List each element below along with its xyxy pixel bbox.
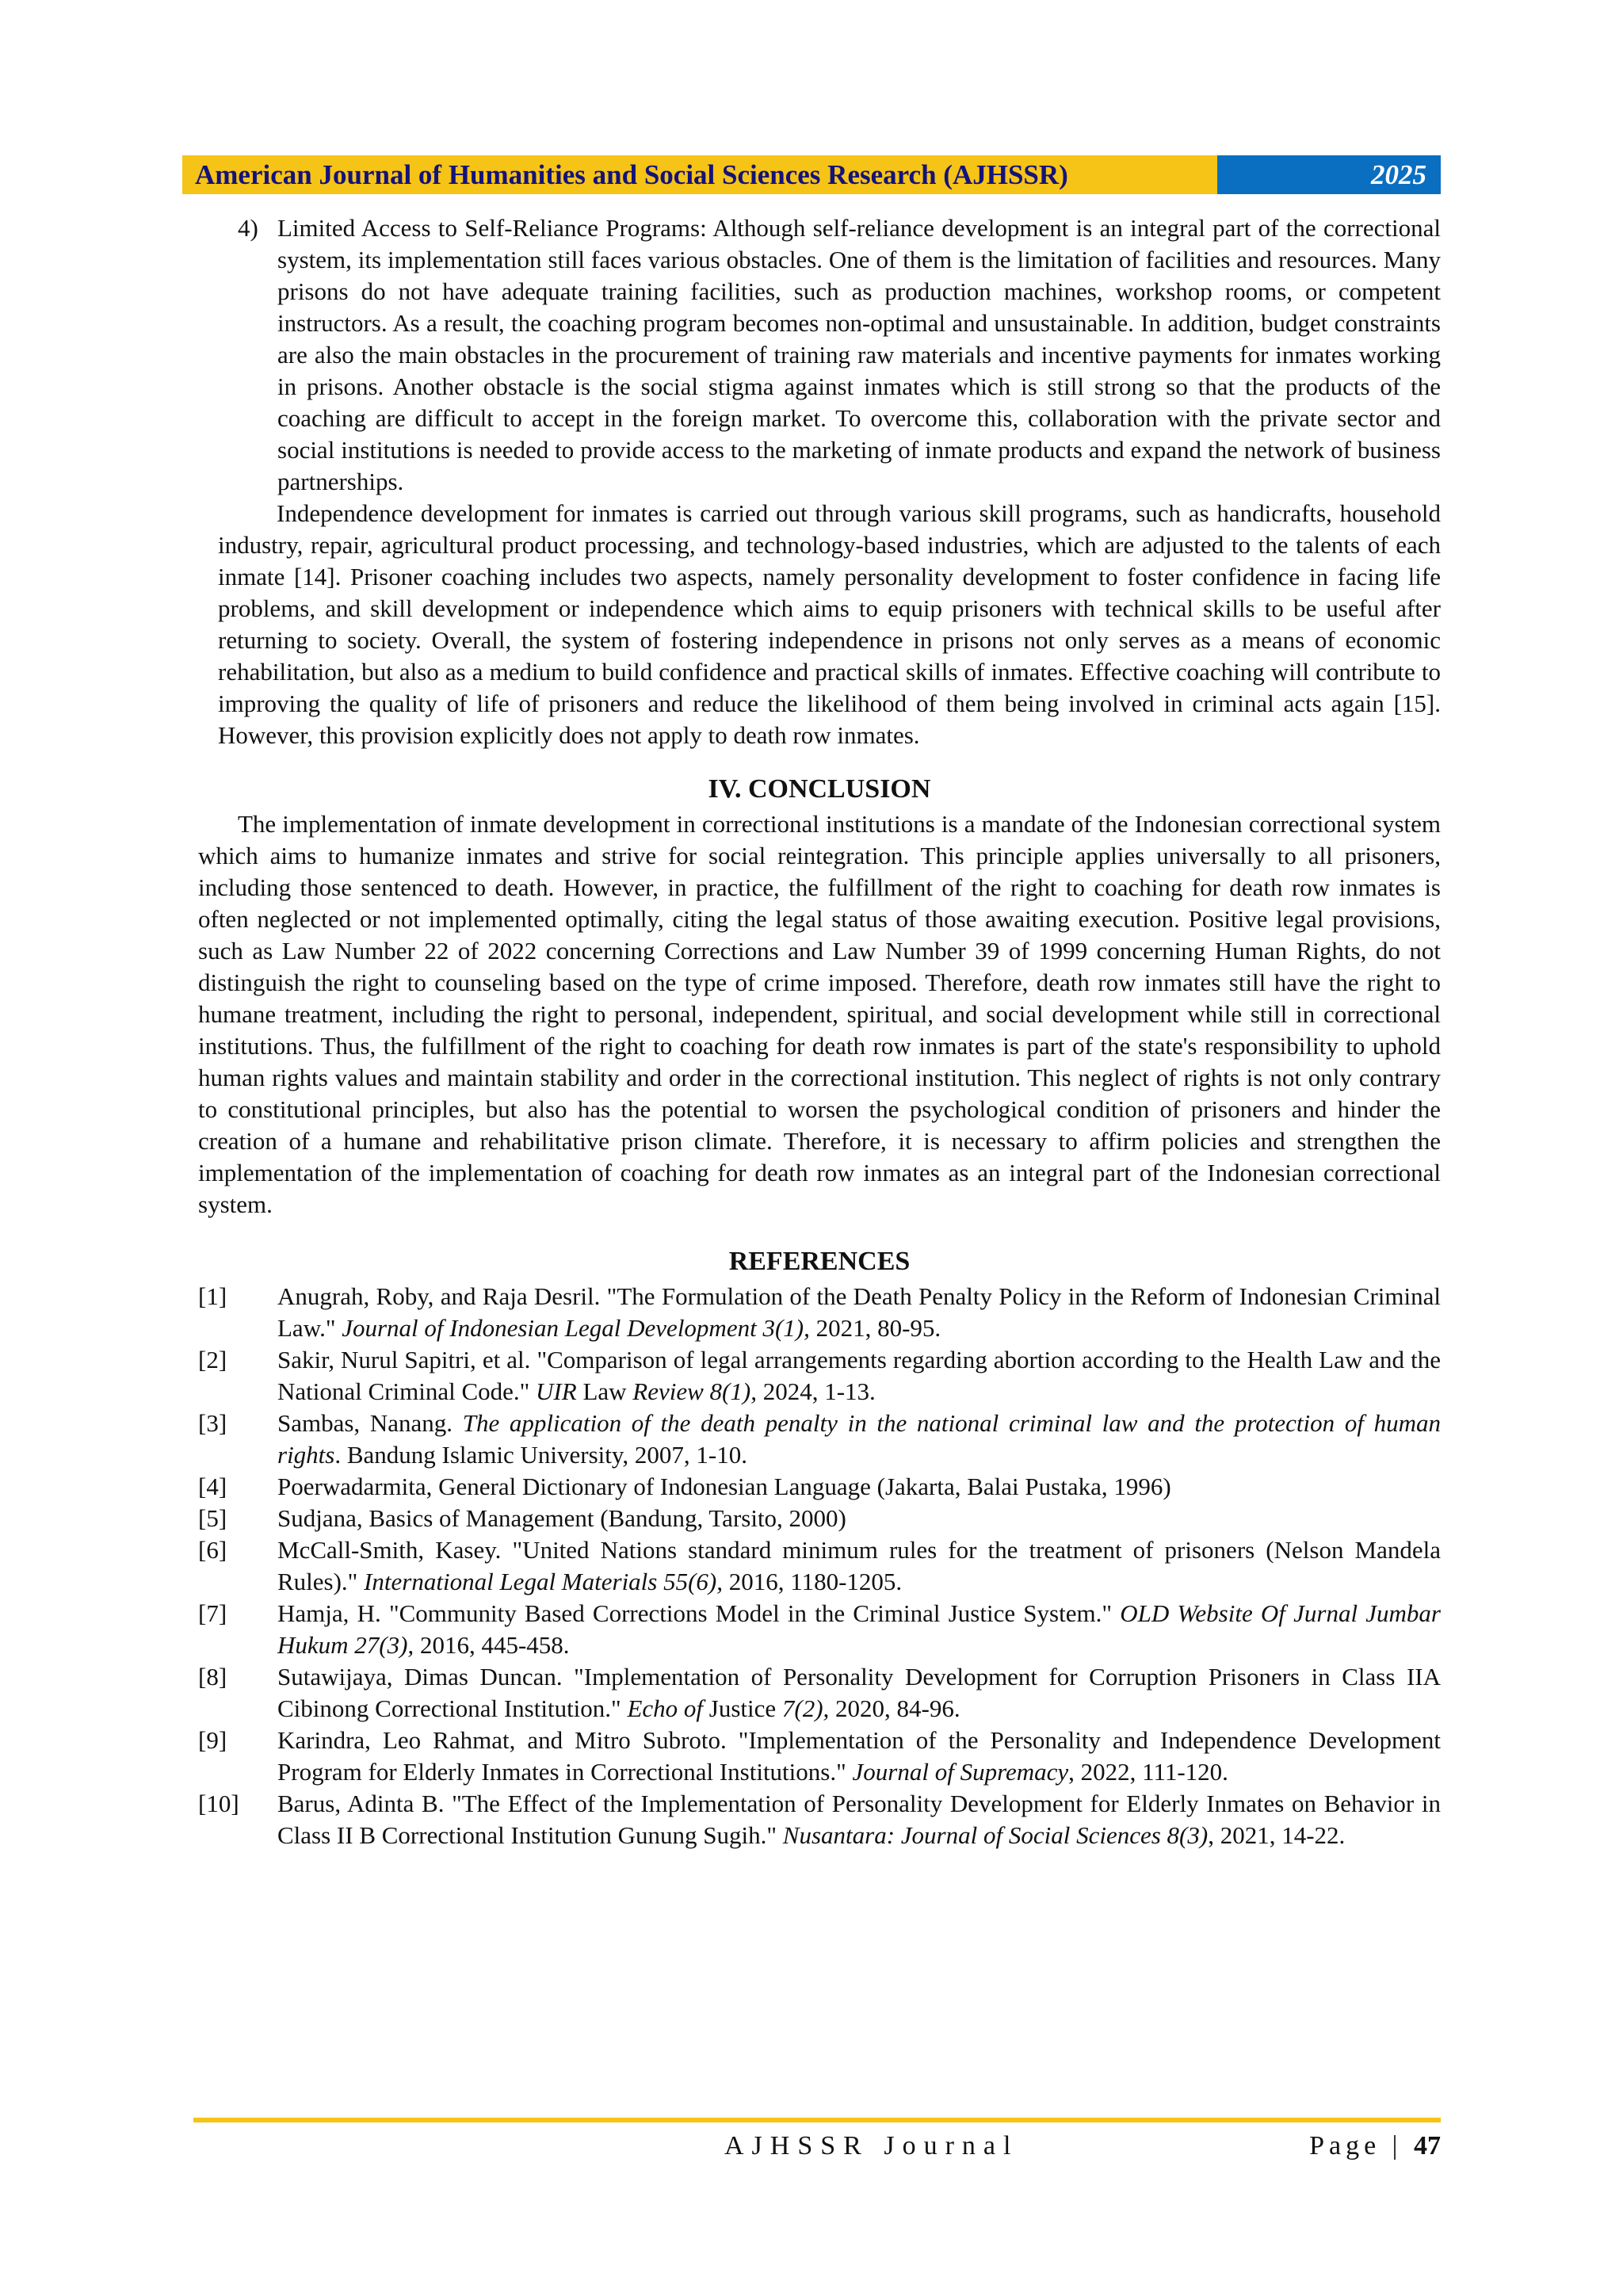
footer-divider bbox=[193, 2118, 1441, 2122]
reference-text: Anugrah, Roby, and Raja Desril. "The Formulation of the Death Penalty Policy in the Reform of Indonesian Criminal Law." Journal of Indonesian Legal Development 3(1), 2021, 80-95. bbox=[277, 1282, 1441, 1342]
page-number: Page | 47 bbox=[1309, 2131, 1441, 2160]
page-footer bbox=[193, 2129, 1441, 2164]
reference-text: Sakir, Nurul Sapitri, et al. "Comparison of legal arrangements regarding abortion according to the Health Law and the National Criminal Code." UIR Law Review 8(1), 2024, 1-13. bbox=[277, 1346, 1441, 1405]
list-item-number: 4) bbox=[238, 214, 258, 242]
references-heading: REFERENCES bbox=[728, 1247, 911, 1276]
journal-header bbox=[182, 155, 1441, 194]
reference-number: [3] bbox=[198, 1409, 227, 1437]
reference-item bbox=[198, 1471, 1441, 1503]
reference-number: [4] bbox=[198, 1473, 227, 1500]
reference-text: Sudjana, Basics of Management (Bandung, Tarsito, 2000) bbox=[277, 1504, 846, 1532]
reference-item bbox=[198, 1281, 1441, 1344]
reference-text: Sutawijaya, Dimas Duncan. "Implementation of Personality Development for Corruption Prisoners in Class IIA Cibinong Correctional Institution." Echo of Justice 7(2), 2020, 84-96. bbox=[277, 1663, 1441, 1722]
reference-text: Hamja, H. "Community Based Corrections Model in the Criminal Justice System." OLD Website Of Jurnal Jumbar Hukum 27(3), 2016, 445-458. bbox=[277, 1599, 1441, 1659]
list-item-text: Limited Access to Self-Reliance Programs: Although self-reliance development is an integral part of the correctional system, its implementation still faces various obstacles. One of them is the limitation of facilities and resources. Many prisons do not have adequate training facilities, such as production machines, workshop rooms, or competent instructors. As a result, the coaching program becomes non-optimal and unsustainable. In addition, budget constraints are also the main obstacles in the procurement of training raw materials and incentive payments for inmates working in prisons. Another obstacle is the social stigma against inmates which is still strong so that the products of the coaching are difficult to accept in the foreign market. To overcome this, collaboration with the private sector and social institutions is needed to provide access to the marketing of inmate products and expand the network of business partnerships. bbox=[277, 214, 1441, 495]
page-content bbox=[198, 212, 1441, 1851]
journal-year: 2025 bbox=[1217, 155, 1441, 194]
reference-number: [10] bbox=[198, 1790, 239, 1817]
reference-item bbox=[198, 1503, 1441, 1534]
reference-item bbox=[198, 1788, 1441, 1851]
reference-text: Karindra, Leo Rahmat, and Mitro Subroto. "Implementation of the Personality and Independence Development Program for Elderly Inmates in Correctional Institutions." Journal of Supremacy, 2022, 111-120. bbox=[277, 1726, 1441, 1786]
reference-number: [5] bbox=[198, 1504, 227, 1532]
reference-item bbox=[198, 1344, 1441, 1408]
reference-number: [2] bbox=[198, 1346, 227, 1373]
reference-number: [8] bbox=[198, 1663, 227, 1690]
conclusion-paragraph: The implementation of inmate development in correctional institutions is a mandate of the Indonesian correctional system which aims to humanize inmates and strive for social reintegration. This principle applies universally to all prisoners, including those sentenced to death. However, in practice, the fulfillment of the right to coaching for death row inmates is often neglected or not implemented optimally, citing the legal status of those awaiting execution. Positive legal provisions, such as Law Number 22 of 2022 concerning Corrections and Law Number 39 of 1999 concerning Human Rights, do not distinguish the right to counseling based on the type of crime imposed. Therefore, death row inmates still have the right to humane treatment, including the right to personal, independent, spiritual, and social development while still in correctional institutions. Thus, the fulfillment of the right to coaching for death row inmates is part of the state's responsibility to uphold human rights values and maintain stability and order in the correctional institution. This neglect of rights is not only contrary to constitutional principles, but also has the potential to worsen the psychological condition of prisoners and hinder the creation of a humane and rehabilitative prison climate. Therefore, it is necessary to affirm policies and strengthen the implementation of the implementation of coaching for death row inmates as an integral part of the Indonesian correctional system. bbox=[198, 810, 1441, 1218]
footer-journal-name: AJHSSR Journal bbox=[724, 2131, 1019, 2160]
reference-item bbox=[198, 1408, 1441, 1471]
list-item bbox=[198, 212, 1441, 498]
reference-number: [9] bbox=[198, 1726, 227, 1754]
conclusion-heading: IV. CONCLUSION bbox=[708, 774, 931, 804]
reference-text: Sambas, Nanang. The application of the death penalty in the national criminal law and the protection of human rights. Bandung Islamic University, 2007, 1-10. bbox=[277, 1409, 1441, 1469]
reference-item bbox=[198, 1598, 1441, 1661]
reference-text: Poerwadarmita, General Dictionary of Indonesian Language (Jakarta, Balai Pustaka, 1996) bbox=[277, 1473, 1171, 1500]
reference-item bbox=[198, 1725, 1441, 1788]
reference-number: [1] bbox=[198, 1282, 227, 1310]
reference-text: McCall-Smith, Kasey. "United Nations standard minimum rules for the treatment of prisoners (Nelson Mandela Rules)." International Legal Materials 55(6), 2016, 1180-1205. bbox=[277, 1536, 1441, 1595]
reference-number: [7] bbox=[198, 1599, 227, 1627]
journal-title: American Journal of Humanities and Social Sciences Research (AJHSSR) bbox=[182, 155, 1217, 194]
independence-paragraph: Independence development for inmates is carried out through various skill programs, such as handicrafts, household industry, repair, agricultural product processing, and technology-based industries, which are adjusted to the talents of each inmate [14]. Prisoner coaching includes two aspects, namely personality development to foster confidence in facing life problems, and skill development or independence which aims to equip prisoners with technical skills to be useful after returning to society. Overall, the system of fostering independence in prisons not only serves as a means of economic rehabilitation, but also as a medium to build confidence and practical skills of inmates. Effective coaching will contribute to improving the quality of life of prisoners and reduce the likelihood of them being involved in criminal acts again [15]. However, this provision explicitly does not apply to death row inmates. bbox=[218, 499, 1441, 749]
reference-item bbox=[198, 1661, 1441, 1725]
reference-text: Barus, Adinta B. "The Effect of the Implementation of Personality Development for Elderly Inmates on Behavior in Class II B Correctional Institution Gunung Sugih." Nusantara: Journal of Social Sciences 8(3), 2021, 14-22. bbox=[277, 1790, 1441, 1849]
reference-number: [6] bbox=[198, 1536, 227, 1564]
reference-item bbox=[198, 1534, 1441, 1598]
